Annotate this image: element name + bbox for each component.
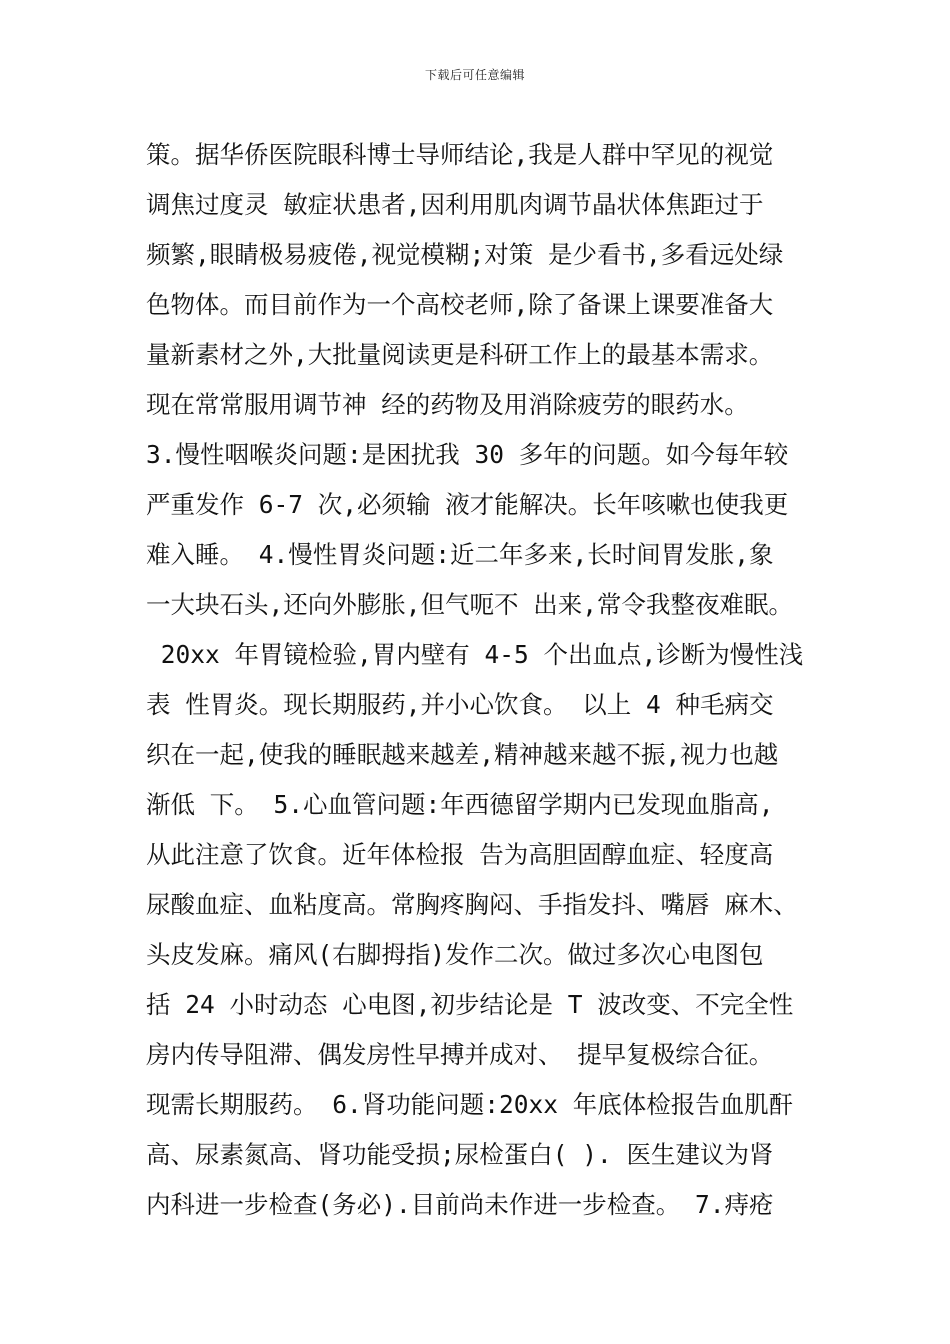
text-line: 策。据华侨医院眼科博士导师结论,我是人群中罕见的视觉 <box>146 140 774 169</box>
text-line: 织在一起,使我的睡眠越来越差,精神越来越不振,视力也越 <box>146 740 779 769</box>
text-line: 一大块石头,还向外膨胀,但气呃不 出来,常令我整夜难眠。 <box>146 590 793 619</box>
text-line: 从此注意了饮食。近年体检报 告为高胆固醇血症、轻度高 <box>146 840 774 869</box>
body-text <box>146 130 826 1230</box>
text-line: 渐低 下。 5.心血管问题:年西德留学期内已发现血脂高, <box>146 790 774 819</box>
text-line: 3.慢性咽喉炎问题:是困扰我 30 多年的问题。如今每年较 <box>146 440 789 469</box>
text-line: 房内传导阻滞、偶发房性早搏并成对、 提早复极综合征。 <box>146 1040 774 1069</box>
text-line: 20xx 年胃镜检验,胃内壁有 4-5 个出血点,诊断为慢性浅 <box>146 640 804 669</box>
text-line: 调焦过度灵 敏症状患者,因利用肌肉调节晶状体焦距过于 <box>146 190 764 219</box>
text-line: 内科进一步检查(务必).目前尚未作进一步检查。 7.痔疮 <box>146 1190 774 1219</box>
text-line: 量新素材之外,大批量阅读更是科研工作上的最基本需求。 <box>146 340 774 369</box>
text-line: 严重发作 6-7 次,必须输 液才能解决。长年咳嗽也使我更 <box>146 490 789 519</box>
text-line: 头皮发麻。痛风(右脚拇指)发作二次。做过多次心电图包 <box>146 940 764 969</box>
text-line: 现在常常服用调节神 经的药物及用消除疲劳的眼药水。 <box>146 390 749 419</box>
text-line: 难入睡。 4.慢性胃炎问题:近二年多来,长时间胃发胀,象 <box>146 540 774 569</box>
text-line: 括 24 小时动态 心电图,初步结论是 T 波改变、不完全性 <box>146 990 794 1019</box>
text-line: 现需长期服药。 6.肾功能问题:20xx 年底体检报告血肌酐 <box>146 1090 794 1119</box>
text-line: 频繁,眼睛极易疲倦,视觉模糊;对策 是少看书,多看远处绿 <box>146 240 784 269</box>
text-line: 色物体。而目前作为一个高校老师,除了备课上课要准备大 <box>146 290 774 319</box>
text-line: 尿酸血症、血粘度高。常胸疼胸闷、手指发抖、嘴唇 麻木、 <box>146 890 798 919</box>
text-line: 表 性胃炎。现长期服药,并小心饮食。 以上 4 种毛病交 <box>146 690 774 719</box>
page-header: 下载后可任意编辑 <box>424 68 525 82</box>
text-line: 高、尿素氮高、肾功能受损;尿检蛋白( ). 医生建议为肾 <box>146 1140 774 1169</box>
